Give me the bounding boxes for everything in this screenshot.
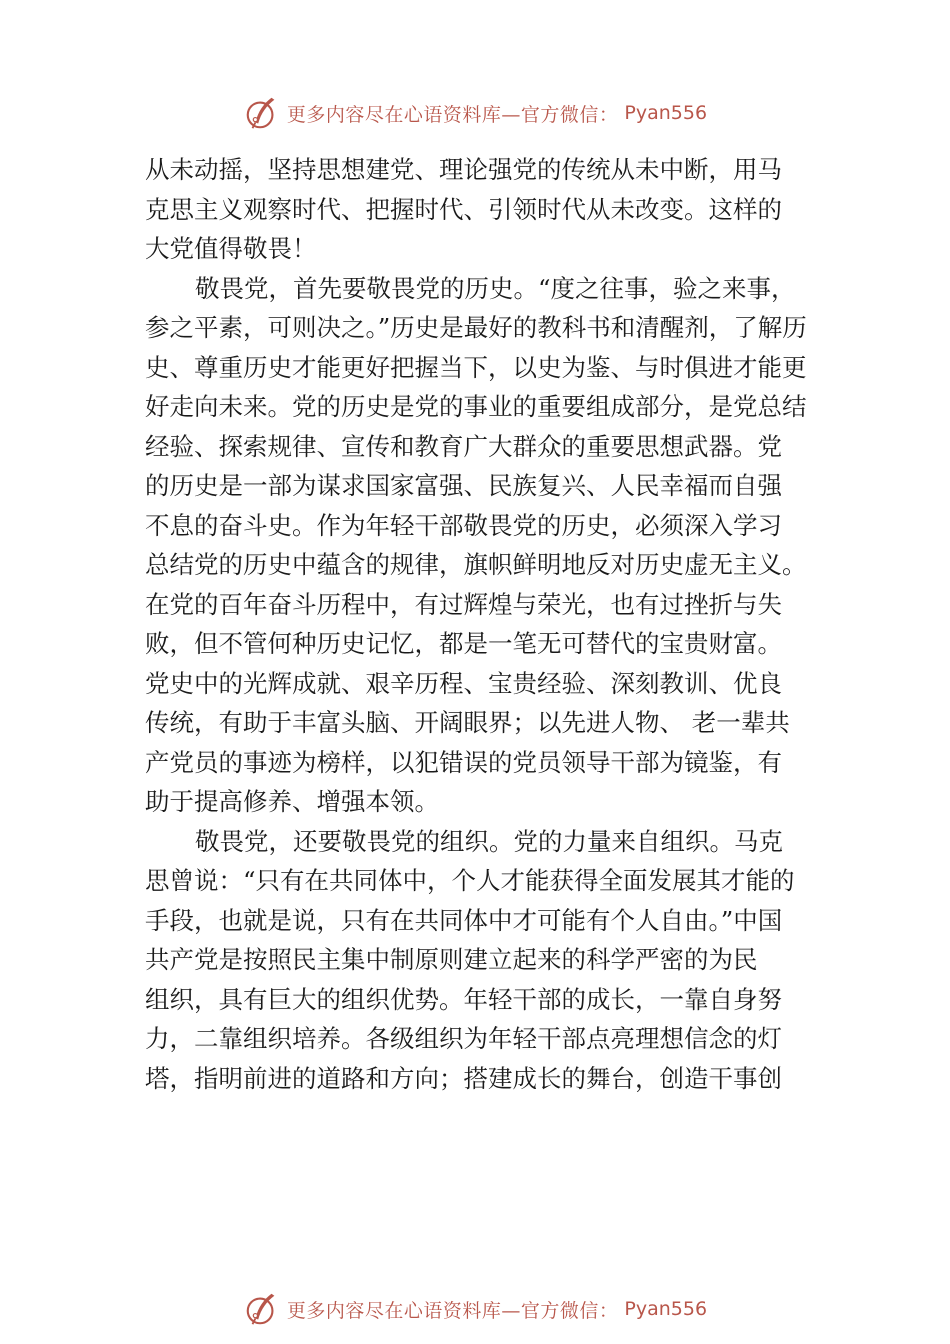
body-line: 产党员的事迹为榜样，以犯错误的党员领导干部为镜鉴，有: [145, 747, 782, 777]
body-line: 组织，具有巨大的组织优势。年轻干部的成长，一靠自身努: [145, 984, 782, 1014]
body-line: 党史中的光辉成就、艰辛历程、宝贵经验、深刻教训、优良: [145, 668, 782, 698]
footer-banner: [0, 1290, 950, 1328]
body-line: 传统，有助于丰富头脑、开阔眼界；以先进人物、 老一辈共: [145, 708, 790, 737]
quill-pen-logo-icon: [243, 1290, 281, 1328]
body-line: 克思主义观察时代、把握时代、引领时代从未改变。这样的: [145, 194, 782, 224]
body-line: 在党的百年奋斗历程中，有过辉煌与荣光，也有过挫折与失: [145, 589, 782, 619]
header-wechat-id: Pyan556: [624, 102, 708, 124]
footer-wechat-id: Pyan556: [624, 1298, 708, 1320]
body-line: 经验、探索规律、宣传和教育广大群众的重要思想武器。党: [145, 431, 782, 461]
body-line: 的历史是一部为谋求国家富强、民族复兴、人民幸福而自强: [145, 471, 782, 500]
body-line: 从未动摇，坚持思想建党、理论强党的传统从未中断，用马: [145, 155, 782, 184]
paragraph-start-line: 敬畏党，首先要敬畏党的历史。“度之往事，验之来事，: [195, 273, 796, 303]
body-line: 手段，也就是说，只有在共同体中才可能有个人自由。”中国: [145, 905, 783, 935]
body-line: 助于提高修养、增强本领。: [145, 787, 439, 816]
paragraph-start-line: 敬畏党，还要敬畏党的组织。党的力量来自组织。马克: [195, 826, 783, 856]
body-line: 参之平素，可则决之。”历史是最好的教科书和清醒剂，了解历: [145, 313, 807, 342]
body-line: 败，但不管何种历史记忆，都是一笔无可替代的宝贵财富。: [145, 629, 782, 658]
quill-pen-logo-icon: [243, 94, 281, 132]
header-banner-text: 更多内容尽在心语资料库—官方微信：: [286, 103, 619, 126]
body-line: 大党值得敬畏！: [145, 234, 317, 263]
body-line: 不息的奋斗史。作为年轻干部敬畏党的历史，必须深入学习: [145, 510, 782, 540]
body-line: 共产党是按照民主集中制原则建立起来的科学严密的为民: [145, 945, 758, 974]
body-line: 好走向未来。党的历史是党的事业的重要组成部分，是党总结: [145, 392, 807, 421]
body-line: 力，二靠组织培养。各级组织为年轻干部点亮理想信念的灯: [145, 1024, 782, 1053]
body-line: 思曾说：“只有在共同体中，个人才能获得全面发展其才能的: [145, 866, 795, 895]
header-banner: [0, 94, 950, 132]
body-line: 史、尊重历史才能更好把握当下，以史为鉴、与时俱进才能更: [145, 352, 807, 382]
body-line: 塔，指明前进的道路和方向；搭建成长的舞台，创造干事创: [145, 1063, 782, 1093]
body-line: 总结党的历史中蕴含的规律，旗帜鲜明地反对历史虚无主义。: [145, 550, 807, 579]
document-body: [145, 150, 825, 1098]
footer-banner-text: 更多内容尽在心语资料库—官方微信：: [286, 1299, 619, 1322]
